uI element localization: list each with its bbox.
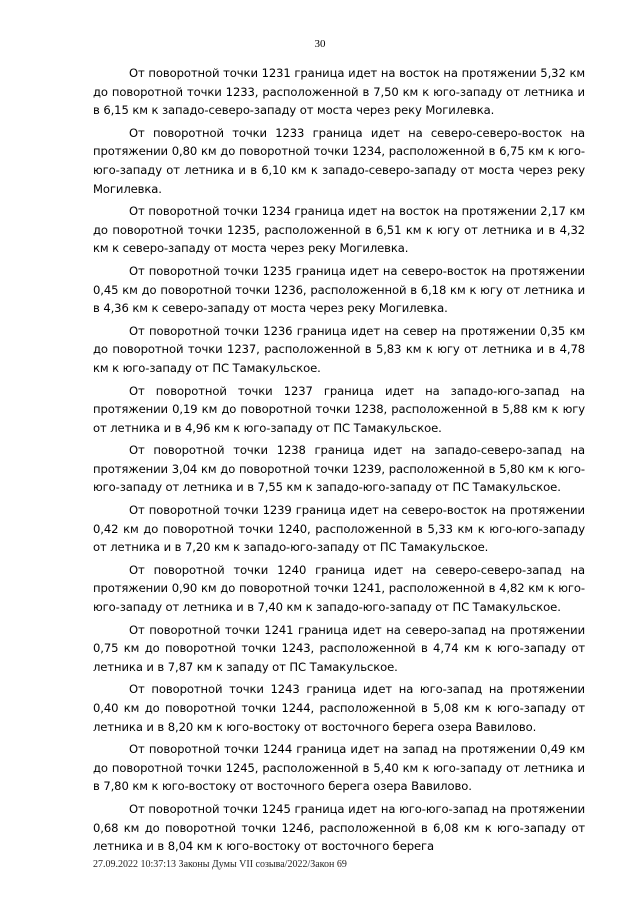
paragraph: От поворотной точки 1237 граница идет на западо-юго-запад на протяжении 0,19 км до поворотной точки 1238, расположенной в 5,88 км к югу от летника и в 4,96 км к юго-западу от ПС Тамакульское. — [93, 383, 585, 435]
paragraph: От поворотной точки 1243 граница идет на юго-запад на протяжении 0,40 км до поворотной точки 1244, расположенной в 5,08 км к юго-западу от летника и в 8,20 км к юго-востоку от восточного берега озера Вавилово. — [93, 682, 585, 734]
paragraph: От поворотной точки 1231 граница идет на восток на протяжении 5,32 км до поворотной точки 1233, расположенной в 7,50 км к юго-западу от летника и в 6,15 км к западо-северо-западу от моста через реку Могилевка. — [93, 66, 585, 118]
paragraph: От поворотной точки 1240 граница идет на северо-северо-запад на протяжении 0,90 км до поворотной точки 1241, расположенной в 4,82 км к юго-юго-западу от летника и в 7,40 км к западо-юго-западу от ПС Тамакульское. — [93, 562, 585, 615]
document-body — [93, 64, 585, 860]
paragraph: От поворотной точки 1239 граница идет на северо-восток на протяжении 0,42 км до поворотной точки 1240, расположенной в 5,33 км к юго-юго-западу от летника и в 7,20 км к западо-юго-западу от ПС Тамакульское. — [93, 503, 585, 555]
paragraph: От поворотной точки 1245 граница идет на юго-юго-запад на протяжении 0,68 км до поворотной точки 1246, расположенной в 6,08 км к юго-западу от летника и в 8,04 км к юго-востоку от восточного берега — [93, 801, 585, 854]
paragraph: От поворотной точки 1241 граница идет на северо-запад на протяжении 0,75 км до поворотной точки 1243, расположенной в 4,74 км к юго-западу от летника и в 7,87 км к западу от ПС Тамакульское. — [93, 622, 585, 674]
paragraph: От поворотной точки 1238 граница идет на западо-северо-запад на протяжении 3,04 км до поворотной точки 1239, расположенной в 5,80 км к юго-юго-западу от летника и в 7,55 км к западо-юго-западу от ПС Тамакульское. — [93, 443, 585, 495]
paragraph: От поворотной точки 1236 граница идет на север на протяжении 0,35 км до поворотной точки 1237, расположенной в 5,83 км к югу от летника и в 4,78 км к юго-западу от ПС Тамакульское. — [93, 323, 585, 375]
document-footer: 27.09.2022 10:37:13 Законы Думы VII созыва/2022/Закон 69 — [93, 859, 347, 870]
paragraph: От поворотной точки 1234 граница идет на восток на протяжении 2,17 км до поворотной точки 1235, расположенной в 6,51 км к югу от летника и в 4,32 км к северо-западу от моста через реку Могилевка. — [93, 204, 585, 256]
paragraph: От поворотной точки 1244 граница идет на запад на протяжении 0,49 км до поворотной точки 1245, расположенной в 5,40 км к юго-западу от летника и в 7,80 км к юго-востоку от восточного берега озера Вавилово. — [93, 742, 585, 794]
page-number: 30 — [314, 38, 326, 50]
paragraph: От поворотной точки 1235 граница идет на северо-восток на протяжении 0,45 км до поворотной точки 1236, расположенной в 6,18 км к югу от летника и в 4,36 км к северо-западу от моста через реку Могилевка. — [93, 263, 585, 316]
paragraph: От поворотной точки 1233 граница идет на северо-северо-восток на протяжении 0,80 км до поворотной точки 1234, расположенной в 6,75 км к юго-юго-западу от летника и в 6,10 км к западо-северо-западу от моста через реку Могилевка. — [93, 125, 585, 196]
